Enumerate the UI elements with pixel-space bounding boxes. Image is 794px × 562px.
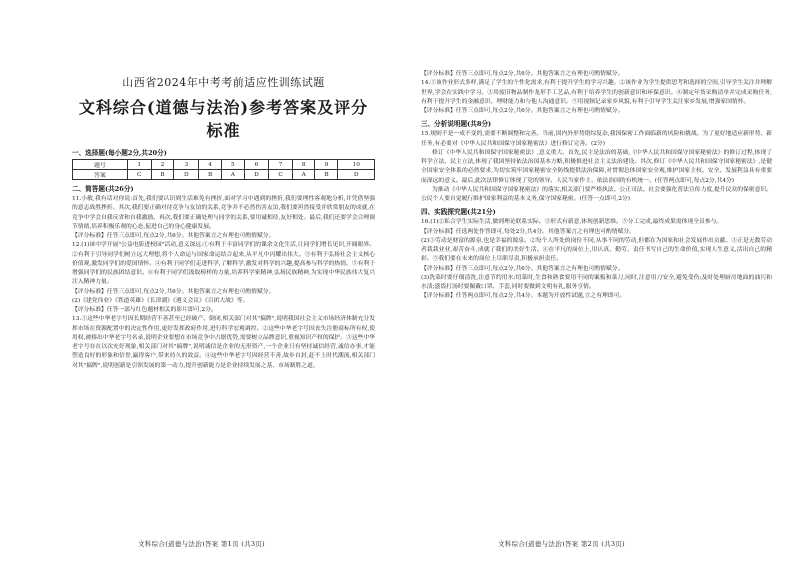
answer-cell: D: [174, 170, 199, 180]
answer-table-answer-row: [73, 170, 375, 180]
scoring-standard: 【评分标准】任答三点即可,每点2分,共6分。其他答案言之有理也可酌情赋分。: [72, 233, 275, 239]
scoring-standard: 【评分标准】任答三点即可,每点2分,共6分。其他答案言之有理也可酌情赋分。: [421, 71, 624, 77]
answer-page-2: [397, 0, 794, 562]
answer-cell: B: [315, 170, 338, 180]
question-number: 9: [315, 160, 338, 170]
question-number: 10: [338, 160, 375, 170]
answer-cell: D: [338, 170, 375, 180]
scoring-standard: 【评分标准】任答三点即可,每点2分,共6分。其他答案言之有理也可酌情赋分。: [72, 288, 275, 295]
question-number: 1: [127, 160, 151, 170]
answer-paragraph-15-significance: 修订《中华人民共和国保守国家秘密法》,意义重大。首先,民主是法治的基础,《中华人民共和国保守国家秘密法》的修订过程,体现了科学立法、民主立法,体现了我国坚持依法治国基本方略,积极推进社会主义法治建设。其次,修订《中华人民共和国保守国家秘密法》,是健全国家安全体系的必然要求,为切实筑牢国家秘密安全防线提供法治保障,对贯彻总体国家安全观,维护国家主权、安全、发展利益具有重要而深远的意义。最后,此次法律修订体现了党的领导、人民当家作主、依法治国的有机统一。(任答两点即可,每点2分,共4分): [421, 149, 772, 184]
section-heading-short: 二、简答题(共26分): [72, 185, 134, 193]
answer-paragraph-12-2: (2)《建党伟业》《铁道英雄》《长津湖》《遵义会议》《百团大战》等。: [72, 297, 249, 304]
exam-title: 山西省2024年中考考前适应性训练试题: [122, 76, 325, 89]
answer-paragraph-15-implementation: 为推动《中华人民共和国保守国家秘密法》的落实,相关部门要严格执法、公正司法。社会要强化普法宣传力度,提升民众的保密意识。公民个人要自觉履行维护国家利益的基本义务,保守国家秘密。(任答一点即可,2分): [421, 186, 772, 202]
scoring-standard: 【评分标准】任答三点即可,每点2分,共6分。其他答案言之有理也可酌情赋分。: [421, 265, 624, 272]
section-heading-inquiry: 四、实践探究题(共21分): [421, 208, 496, 217]
scoring-standard: 【评分标准】任答一部与红色题材相关的影片即可,2分。: [72, 307, 217, 313]
answer-paragraph-14: 14.①该作业形式多样,满足了学生的个性化需求,有利于提升学生的学习兴趣。②该作业为学生提供思考和选择的空间,引导学生关注并理解世界,学会在实践中学习。③用废旧物品制作龙形手工艺品,有利于培养学生的创新意识和环保意识。④制定年货采购清单并完成采购任务,有利于提升学生的金融意识、理财能力和与他人沟通意识。⑤用视频记录家乡风貌,有利于引导学生关注家乡发展,增强家国情怀。: [421, 80, 772, 105]
section-heading-analysis: 三、分析说明题(共8分): [421, 120, 492, 129]
question-number: 4: [199, 160, 222, 170]
answer-paragraph-13: 13.①这些中华老字号因长期经营不善甚至已经破产、倒闭,相关部门对其"搞牌",说明我国社会主义市场经济体制充分发挥市场在资源配置中的决定性作用,更好发挥政府作用,进行科学宏观调控。②这些中华老字号因丧失注册商标所有权,使用权,被移出中华老字号名录,说明企业要想在市场竞争中占据优势,需要树立品牌意识,重视知识产权的保护。③这些中华老字号存在以次充好现象,相关部门对其"搞牌",说明诚信是企业的无形资产,一个企业只有坚持诚信经营,诚信办事,才能塑造良好的形象和信誉,赢得客户,带来持久的效益。④这些中华老字号因经营不善,故步自封,赶不上时代潮流,相关部门对其"搞牌",说明创新是引领发展的第一动力,提升创新能力是企业持续发展之基、市场制胜之道。: [72, 316, 376, 369]
answer-cell: B: [199, 170, 222, 180]
answer-paragraph-16-3: (3)洗菜时要仔细清洗,注意节约用水;切菜时,生食和熟食要用不同的案板和菜刀,同时,注意用刀安全,避免受伤;及时处理厨房地面的油污和水渍;盛饭打汤时要佩戴口罩、手套,同时要做到文明有礼,服务亨情。: [421, 274, 772, 290]
page-footer-right: 文科综合(道德与法治)答案 第2页 (共3页): [498, 540, 625, 548]
question-number: 8: [292, 160, 315, 170]
answer-cell: C: [269, 170, 293, 180]
answer-paragraph-16-2: (2)①劳动是财富的源泉,也是幸福的源泉。②每个人所处的岗位不同,从事不同的劳动,但都在为国家和社会发展作出贡献。③正是无数劳动者栽栽业业,艰苦奋斗,成就了我们的美好生活。④在平凡的岗位上,用认真、勤劳、责任书写自己的生命价值,实现人生意义,活出自己的精彩。⑤我们要在未来的岗位上尽职尽责,积极承担责任。: [421, 237, 772, 263]
page-footer-left: 文科综合(道德与法治)答案 第1页 (共3页): [138, 540, 265, 548]
table-header-cell: 答案: [73, 170, 128, 180]
answer-key-title: 文科综合(道德与法治)参考答案及评分标准: [78, 98, 369, 140]
answer-paragraph-15: 15.规则不是一成不变的,需要不断调整和完善。当前,国内外形势错综复杂,我国保密工作面临新的风险和挑战。为了更好地适应新形势、新任务,有必要对《中华人民共和国保守国家秘密法》进行修订完善。(2分): [421, 131, 772, 147]
scoring-standard: 【评分标准】任选两处作答即可,每处2分,共4分。其他答案言之有理也可酌情赋分。: [421, 228, 635, 235]
question-number: 7: [269, 160, 293, 170]
question-number: 5: [222, 160, 245, 170]
answer-cell: A: [292, 170, 315, 180]
answer-cell: B: [151, 170, 174, 180]
answer-paragraph-11: 11.小敏,我有话对你说:首先,我们要认识到生活难免有挫折,面对学习中遇到的挫折,我们要理性客观地分析,并凭借坚强的意志战胜挫折。其次,我们要正确对待竞争与友谊的关系,竞争并不必然伤害友谊,我们要坦然接受并欣赏朋友的成就,在竞争中学会自我反省和自我激励。再次,我们要正确处理与同学的关系,要用诚相待,友好相处。最后,我们还要学会合理调节情绪,培养积极乐观的心态,促进自己的身心健康发展。: [72, 196, 376, 230]
answer-table-number-row: [73, 160, 375, 170]
answer-table: [72, 159, 375, 180]
answer-cell: A: [222, 170, 245, 180]
answer-paragraph-16-1: 16.(1)②私合学生实际生活,做到理论联系实际。③形式有新意,体现创新思维。⑤分工完成,最终成果需体现全员参与。: [421, 219, 723, 226]
table-header-cell: 题号: [73, 160, 128, 170]
question-number: 6: [244, 160, 269, 170]
scoring-standard: 【评分标准】任答三点即可,每点2分,共6分。其他答案言之有理也可酌情赋分。: [421, 108, 624, 114]
section-heading-choice: 一、选择题(每小题2分,共20分): [72, 149, 167, 157]
answer-cell: D: [244, 170, 269, 180]
answer-paragraph-12-1: 12.(1)该中学开展"公益电影进校园"活动,意义深远:①有利于丰富同学们的课余文化生活,让同学们增长见识,开阔眼界。②有利于引导同学们树立远大理想,将个人命运与国家命运结合起来,从平凡中闪耀出伟大。③有利于弘扬社会主义核心价值观,激发同学们的爱国情怀。④有利于同学们走进科学,了解科学,激发对科学的兴趣,提高参与科学的热情。⑤有利于增强同学们的民族团结意识。⑥有利于同学们汲取榜样的力量,培养科学家精神,弘扬民族精神,为实现中华民族伟大复兴注入精神力量。: [72, 242, 376, 286]
question-number: 2: [151, 160, 174, 170]
question-number: 3: [174, 160, 199, 170]
answer-cell: C: [127, 170, 151, 180]
scoring-standard: 【评分标准】任答两点即可,每点2分,共4分。本题为开放性试题,言之有理即可。: [421, 293, 626, 300]
